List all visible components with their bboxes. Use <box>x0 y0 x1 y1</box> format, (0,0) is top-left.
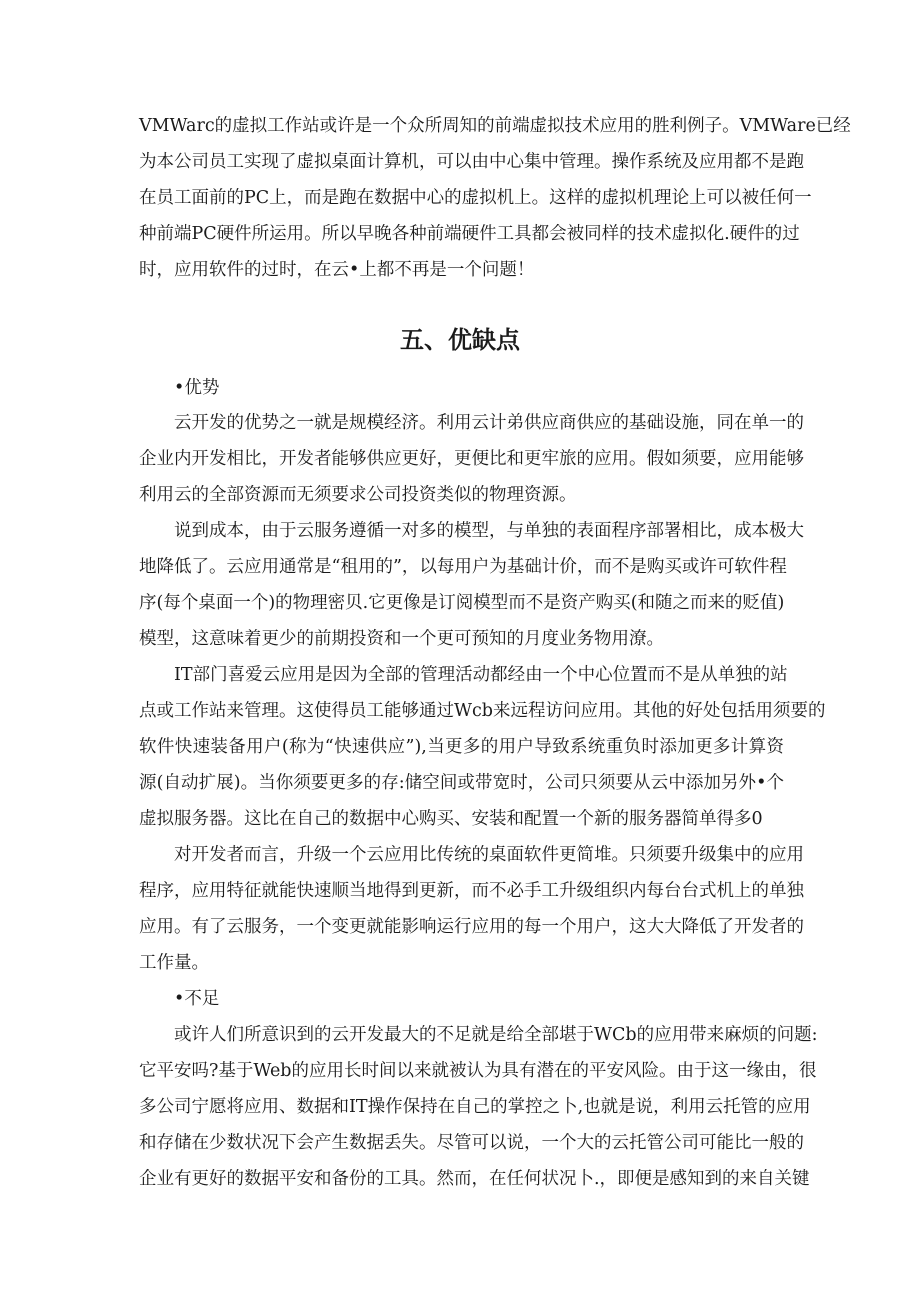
intro-line: VMWarc的虚拟工作站或许是一个众所周知的前端虚拟技术应用的胜利例子。VMWare已经 <box>139 116 851 136</box>
bullet-disadvantages: •不足 <box>174 989 220 1009</box>
paragraph-line: 它平安吗?基于Web的应用长时间以来就被认为具有潜在的平安风险。由于这一缘由，很 <box>139 1061 817 1081</box>
paragraph-line: 利用云的全部资源而无须要求公司投资类似的物理资源。 <box>139 485 577 505</box>
paragraph-line: 对开发者而言，升级一个云应用比传统的桌面软件更简堆。只须要升级集中的应用 <box>174 845 804 865</box>
intro-line: 种前端PC硬件所运用。所以早晚各种前端硬件工具都会被同样的技术虚拟化.硬件的过 <box>139 224 800 244</box>
paragraph-line: 源(自动扩展)。当你须要更多的存:储空间或带宽时，公司只须要从云中添加另外•个 <box>139 773 784 793</box>
paragraph-line: IT部门喜爱云应用是因为全部的管理活动都经由一个中心位置而不是从单独的站 <box>174 665 788 685</box>
paragraph-line: 点或工作站来管理。这使得员工能够通过Wcb来远程访问应用。其他的好处包括用须要的 <box>139 701 826 721</box>
paragraph-line: 地降低了。云应用通常是“租用的”，以每用户为基础计价，而不是购买或许可软件程 <box>139 557 787 577</box>
paragraph-line: 和存储在少数状况下会产生数据丢失。尽管可以说，一个大的云托管公司可能比一般的 <box>139 1133 804 1153</box>
section-title: 五、优缺点 <box>400 326 520 354</box>
paragraph-line: 工作量。 <box>139 953 209 973</box>
intro-line: 在员工面前的PC上，而是跑在数据中心的虚拟机上。这样的虚拟机理论上可以被任何一 <box>139 188 812 208</box>
paragraph-line: 或许人们所意识到的云开发最大的不足就是给全部堪于WCb的应用带来麻烦的问题: <box>174 1025 818 1045</box>
paragraph-line: 多公司宁愿将应用、数据和IT操作保持在自己的掌控之卜,也就是说，利用云托管的应用 <box>139 1097 811 1117</box>
paragraph-line: 企业内开发相比，开发者能够供应更好，更便比和更牢旅的应用。假如须要，应用能够 <box>139 449 804 469</box>
intro-line: 为本公司员工实现了虚拟桌面计算机，可以由中心集中管理。操作系统及应用都不是跑 <box>139 152 804 172</box>
paragraph-line: 程序，应用特征就能快速顺当地得到更新，而不必手工升级组织内每台台式机上的单独 <box>139 881 804 901</box>
paragraph-line: 说到成本，由于云服务遵循一对多的模型，与单独的表面程序部署相比，成本极大 <box>174 521 804 541</box>
intro-line: 时，应用软件的过时，在云•上都不再是一个问题！ <box>139 260 535 280</box>
paragraph-line: 云开发的优势之一就是规模经济。利用云计弟供应商供应的基础设施，同在单一的 <box>174 413 804 433</box>
paragraph-line: 模型，这意味着更少的前期投资和一个更可预知的月度业务物用潦。 <box>139 629 664 649</box>
paragraph-line: 虚拟服务器。这比在自己的数据中心购买、安装和配置一个新的服务器简单得多0 <box>139 809 763 829</box>
paragraph-line: 应用。有了云服务，一个变更就能影响运行应用的每一个用户，这大大降低了开发者的 <box>139 917 804 937</box>
bullet-advantages: •优势 <box>174 378 220 398</box>
paragraph-line: 序(每个桌面一个)的物理密贝.它更像是订阅模型而不是资产购买(和随之而来的贬值) <box>139 593 785 613</box>
paragraph-line: 软件快速装备用户(称为“快速供应”),当更多的用户导致系统重负时添加更多计算资 <box>139 737 784 757</box>
paragraph-line: 企业有更好的数据平安和备份的工具。然而，在任何状况卜.，即便是感知到的来自关键 <box>139 1169 810 1189</box>
